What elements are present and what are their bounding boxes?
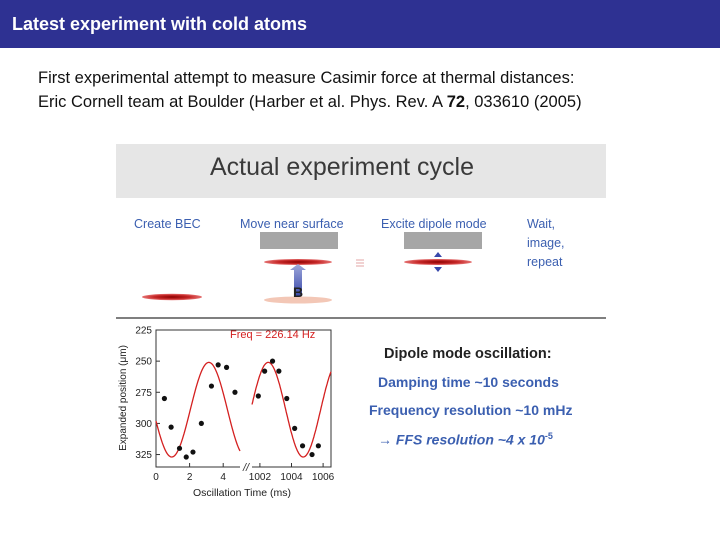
data-point [316,443,321,448]
experiment-figure [116,144,606,506]
data-point [270,359,275,364]
figure-banner [116,144,606,198]
surface-plate-2 [404,232,482,249]
intro-text [38,66,582,114]
x-tick-label: 1002 [248,472,272,483]
data-point [169,425,174,430]
citation-suffix: , 033610 (2005) [465,93,582,111]
data-point [177,446,182,451]
step-wait-image-repeat: Wait, image, repeat [527,217,565,269]
y-tick-label: 275 [135,387,152,399]
fit-curve-1 [156,362,240,457]
intro-line-1: First experimental attempt to measure Casimir force at thermal distances: [38,69,575,87]
oscillation-plot [116,320,356,506]
data-point [232,390,237,395]
x-tick-label: 2 [186,472,193,483]
dipole-mode-title: Dipole mode oscillation: [384,346,552,362]
ffs-resolution-text [378,431,553,448]
data-point [190,449,195,454]
x-tick-label: 1004 [280,472,303,483]
bec-cloud-oscillating [404,259,472,265]
x-tick-label: 1006 [311,472,335,483]
y-tick-label: 225 [135,325,152,337]
data-point [292,426,297,431]
citation-volume: 72 [446,93,466,111]
step-excite-dipole-mode: Excite dipole mode [381,217,487,231]
bec-cloud-initial [142,294,202,300]
implies-arrow-icon: → [378,431,392,448]
frequency-resolution-text: Frequency resolution ~10 mHz [369,402,573,418]
y-tick-label: 325 [135,450,152,462]
ffs-resolution-exponent: -5 [544,431,553,441]
plot-x-label: Oscillation Time (ms) [192,487,292,499]
data-point [284,396,289,401]
magnetic-field-label: B [292,284,304,300]
dipole-arrow-up-icon [434,252,442,257]
data-point [199,421,204,426]
data-point [262,369,267,374]
data-point [184,454,189,459]
plot-y-label: Expanded position (μm) [118,345,129,451]
data-point [216,362,221,367]
data-point [224,365,229,370]
data-point [300,443,305,448]
step-move-near-surface: Move near surface [240,217,344,231]
figure-banner-title: Actual experiment cycle [210,153,475,181]
frequency-annotation: Freq = 226.14 Hz [230,329,316,341]
x-tick-label: 4 [220,472,226,483]
x-tick-label: 0 [153,472,159,483]
data-point [162,396,167,401]
data-point [256,393,261,398]
surface-plate-1 [260,232,338,249]
slide-title: Latest experiment with cold atoms [12,14,308,34]
y-tick-label: 300 [135,418,152,430]
fit-curve-2 [252,362,331,457]
step-create-bec: Create BEC [134,217,201,231]
ffs-resolution-label: FFS resolution ~4 x 10 [395,431,545,448]
dipole-arrow-down-icon [434,267,442,272]
data-point [309,452,314,457]
citation-prefix: Eric Cornell team at Boulder (Harber et al. Phys. Rev. A [38,93,447,111]
data-point [276,369,281,374]
data-point [209,383,214,388]
intro-line-2 [38,90,582,114]
y-tick-label: 250 [135,356,152,368]
axis-break-mark: // [242,462,250,474]
damping-time-text: Damping time ~10 seconds [378,374,559,390]
title-bar [0,0,720,48]
equals-icon [356,260,364,266]
